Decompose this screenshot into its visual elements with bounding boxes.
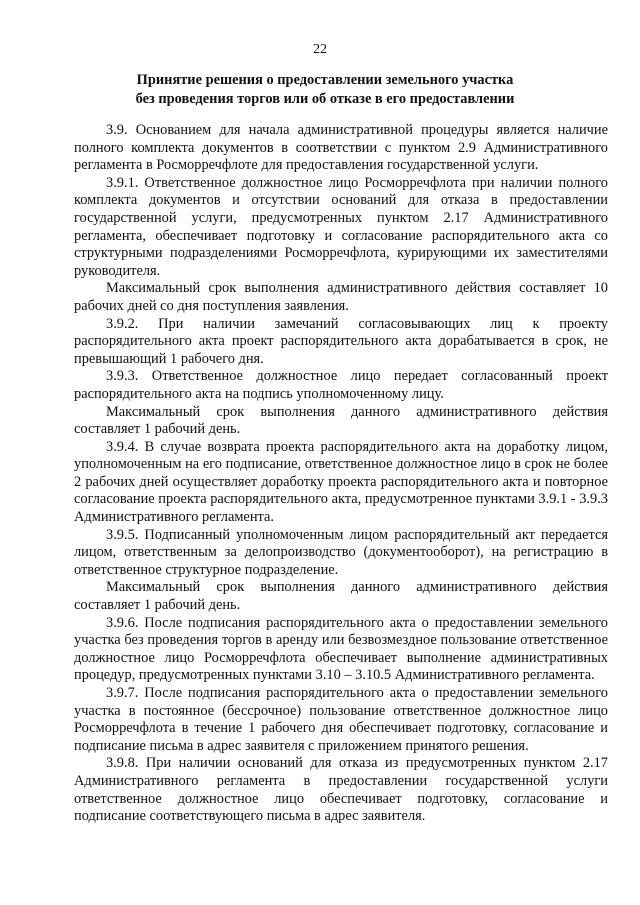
page-number: 22 bbox=[313, 42, 327, 57]
paragraph-3-9-5: 3.9.5. Подписанный уполномоченным лицом распорядительный акт передается лицом, ответственным за делопроизводство (документооборот), на регистрацию в ответственное структурное подразделение. bbox=[74, 526, 608, 578]
section-heading-line-2: без проведения торгов или об отказе в его предоставлении bbox=[135, 90, 515, 107]
paragraph-3-9-2: 3.9.2. При наличии замечаний согласовывающих лиц к проекту распорядительного акта проект распорядительного акта дорабатывается в срок, не превышающий 1 рабочего дня. bbox=[74, 315, 608, 367]
paragraph-3-9-4: 3.9.4. В случае возврата проекта распорядительного акта на доработку лицом, уполномоченным на его подписание, ответственное должностное лицо в срок не более 2 рабочих дней осуществляет доработку проекта распорядительного акта и повторное согласование проекта распорядительного акта, предусмотренное пунктами 3.9.1 - 3.9.3 Административного регламента. bbox=[74, 438, 608, 526]
section-heading-line-1: Принятие решения о предоставлении земельного участка bbox=[136, 72, 514, 88]
document-body bbox=[74, 122, 608, 826]
paragraph-3-9-7: 3.9.7. После подписания распорядительного акта о предоставлении земельного участка в постоянное (бессрочное) пользование ответственное должностное лицо Росморречфлота в течение 1 рабочего дня обеспечивает подготовку, согласование и подписание письма в адрес заявителя с приложением принятого решения. bbox=[74, 685, 608, 754]
paragraph-3-9-8: 3.9.8. При наличии оснований для отказа из предусмотренных пунктом 2.17 Административного регламента в предоставлении государственной услуги ответственное должностное лицо обеспечивает подготовку, согласование и подписание соответствующего письма в адрес заявителя. bbox=[74, 755, 608, 825]
section-heading bbox=[60, 71, 590, 108]
paragraph-3-9-5-deadline: Максимальный срок выполнения данного административного действия составляет 1 рабочий день. bbox=[74, 579, 608, 614]
paragraph-3-9-1: 3.9.1. Ответственное должностное лицо Росморречфлота при наличии полного комплекта документов и отсутствии оснований для отказа в предоставлении государственной услуги, предусмотренных пунктом 2.17 Административного регламента, обеспечивает подготовку и согласование распорядительного акта со структурными подразделениями Росморречфлота, курирующими их заместителями руководителя. bbox=[74, 174, 608, 279]
paragraph-3-9-6: 3.9.6. После подписания распорядительного акта о предоставлении земельного участка без проведения торгов в аренду или безвозмездное пользование ответственное должностное лицо Росморречфлота обеспечивает выполнение административных процедур, предусмотренных пунктами 3.10 – 3.10.5 Административного регламента. bbox=[74, 614, 608, 684]
paragraph-3-9-3-deadline: Максимальный срок выполнения данного административного действия составляет 1 рабочий день. bbox=[74, 403, 608, 438]
paragraph-3-9-3: 3.9.3. Ответственное должностное лицо передает согласованный проект распорядительного акта на подпись уполномоченному лицу. bbox=[74, 368, 608, 402]
paragraph-3-9: 3.9. Основанием для начала административной процедуры является наличие полного комплекта документов в соответствии с пунктом 2.9 Административного регламента в Росморречфлоте для предоставления государственной услуги. bbox=[74, 122, 608, 174]
paragraph-3-9-1-deadline: Максимальный срок выполнения административного действия составляет 10 рабочих дней со дня поступления заявления. bbox=[74, 280, 608, 314]
